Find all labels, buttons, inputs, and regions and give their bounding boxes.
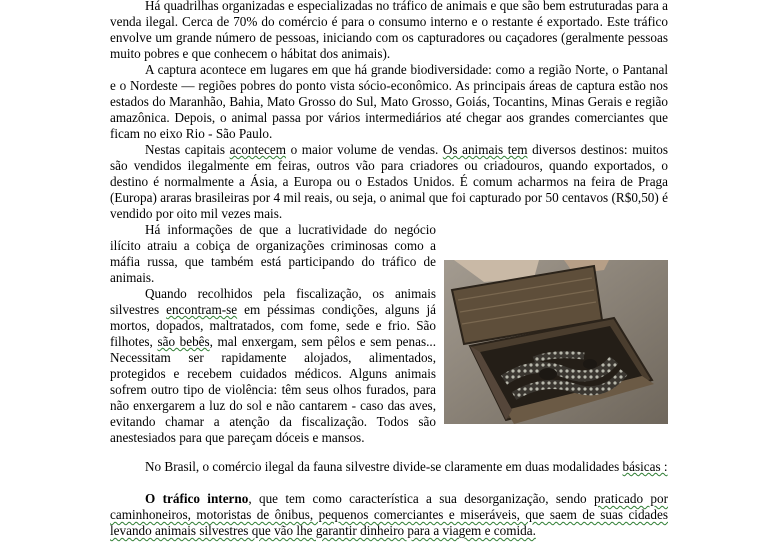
paragraph-spacer: [110, 446, 668, 459]
paragraph-spacer: [110, 475, 668, 491]
paragraph-2: A captura acontece em lugares em que há grande biodiversidade: como a região Norte, o Pantanal e o Nordeste — regiões pobres do ponto vista sócio-econômico. As principais áreas de captura estão nos estados do Maranhão, Bahia, Mato Grosso do Sul, Mato Grosso, Goiás, Tocantins, Minas Gerais e região amazônica. Depois, o animal passa por vários intermediários até chegar aos grandes comerciantes que ficam no eixo Rio - São Paulo.: [110, 62, 668, 141]
wooden-box-animals-photo: [444, 260, 668, 424]
bold-term: O tráfico interno: [145, 491, 249, 506]
grammar-flag: praticado por caminhoneiros, motoristas de ônibus, pequenos comerciantes e miseráveis, que saem de suas cidades levando animais silvestres que vão lhe garantir dinheiro para a viagem e comida.: [110, 491, 669, 538]
paragraph-6: [110, 459, 668, 475]
grammar-flag: acontecem: [229, 142, 287, 157]
grammar-flag: básicas :: [622, 459, 668, 474]
text-run: Nestas capitais: [145, 142, 230, 157]
photo-graphic: [444, 260, 668, 424]
paragraph-7: [110, 491, 668, 539]
text-run: o maior volume de vendas.: [286, 142, 443, 157]
grammar-flag: encontram-se: [166, 302, 238, 317]
paragraph-4: Há informações de que a lucratividade do negócio ilícito atraiu a cobiça de organizações criminosas como a máfia russa, que também está participando do tráfico de animais.: [110, 222, 436, 285]
paragraph-3: [110, 142, 668, 222]
text-run: em péssimas condições, alguns já mortos, dopados, maltratados, com fome, sede e frio. São filhotes,: [110, 302, 436, 349]
paragraph-1: Há quadrilhas organizadas e especializadas no tráfico de animais e que são bem estruturadas para a venda ilegal. Cerca de 70% do comércio é para o consumo interno e o restante é exportado. Este tráfico envolve um grande número de pessoas, iniciando com os capturadores ou caçadores (geralmente pessoas muito pobres e que conhecem o hábitat dos animais).: [110, 0, 668, 61]
text-run: Quando recolhidos pela fiscalização, os animais silvestres: [110, 286, 436, 317]
text-run: No Brasil, o comércio ilegal da fauna silvestre divide-se claramente em duas modalidades: [145, 459, 623, 474]
text-run: diversos destinos: muitos são vendidos ilegalmente em feiras, outros vão para criadores ou criadouros, quando exportados, o destino é normalmente a Ásia, a Europa ou o Estados Unidos. É comum acharmos na feira de Praga (Europa) araras brasileiras por 4 mil reais, ou seja, o animal que foi capturado por 50 centavos (R$0,50) é vendido por oito mil vezes mais.: [110, 142, 669, 221]
text-run: , mal enxergam, sem pêlos e sem penas... Necessitam ser rapidamente alojados, alimentados, protegidos e recebem cuidados médicos. Alguns animais sofrem outro tipo de violência: têm seus olhos furados, para não enxergarem a luz do sol e não cantarem - caso das aves, evitando chamar a atenção da fiscalização. Todos são anestesiados para que pareçam dóceis e mansos.: [110, 334, 437, 445]
document-page: [110, 0, 668, 539]
grammar-flag: são bebês: [157, 334, 210, 349]
text-run: , que tem como característica a sua desorganização, sendo: [248, 491, 595, 506]
grammar-flag: Os animais tem: [442, 142, 528, 157]
